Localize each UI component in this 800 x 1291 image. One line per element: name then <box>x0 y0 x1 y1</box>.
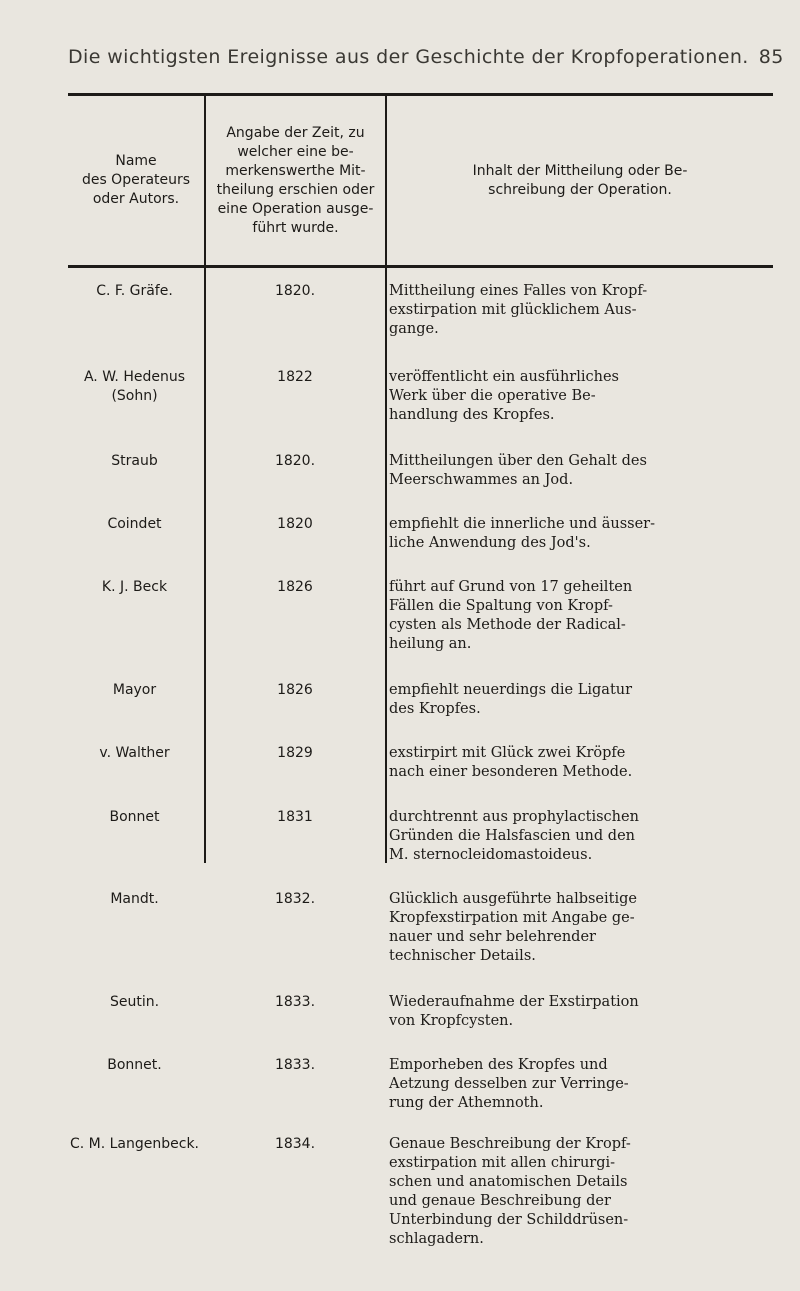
description-line: Meerschwammes an Jod. <box>389 472 574 488</box>
operator-name: C. F. Gräfe. <box>96 283 173 299</box>
description-line: exstirpation mit glücklichem Aus- <box>389 302 637 318</box>
year: 1834. <box>274 1136 316 1152</box>
description-line: exstirpirt mit Glück zwei Kröpfe <box>389 745 626 761</box>
running-header <box>68 46 784 68</box>
description-line: Unterbindung der Schilddrüsen- <box>389 1212 629 1228</box>
description-line: exstirpation mit allen chirurgi- <box>389 1155 616 1171</box>
column-header-content: Inhalt der Mittheilung oder Be- schreibung der Operation. <box>472 162 688 198</box>
operator-name: v. Walther <box>99 745 170 761</box>
operator-name: Bonnet. <box>107 1057 162 1073</box>
description-line: Aetzung desselben zur Verringe- <box>389 1076 629 1092</box>
description-line: durchtrennt aus prophylactischen <box>389 809 639 825</box>
year: 1833. <box>274 1057 316 1073</box>
operator-name: Mayor <box>112 682 157 698</box>
description-line: liche Anwendung des Jod's. <box>389 535 591 551</box>
year: 1822 <box>277 369 313 385</box>
year: 1820 <box>277 516 313 532</box>
description-line: Wiederaufnahme der Exstirpation <box>389 994 639 1010</box>
column-header-time: Angabe der Zeit, zu welcher eine be- merkenswerthe Mit- theilung erschien oder eine Operation ausge- führt wurde. <box>216 124 375 236</box>
year: 1826 <box>277 682 313 698</box>
description <box>389 890 759 966</box>
description-line: Mittheilungen über den Gehalt des <box>389 453 647 469</box>
description <box>389 368 759 425</box>
description-line: schlagadern. <box>389 1231 484 1247</box>
description-line: Glücklich ausgeführte halbseitige <box>389 891 637 907</box>
table-header-rule <box>68 265 773 268</box>
description-line: Kropfexstirpation mit Angabe ge- <box>389 910 635 926</box>
description-line: des Kropfes. <box>389 701 481 717</box>
description-line: Emporheben des Kropfes und <box>389 1057 608 1073</box>
description-line: von Kropfcysten. <box>389 1013 514 1029</box>
description-line: schen und anatomischen Details <box>389 1174 628 1190</box>
header-title: Die wichtigsten Ereignisse aus der Geschichte der Kropfoperationen. <box>68 46 749 68</box>
operator-name: C. M. Langenbeck. <box>69 1136 200 1152</box>
description-line: Mittheilung eines Falles von Kropf- <box>389 283 648 299</box>
year: 1829 <box>277 745 313 761</box>
year: 1832. <box>274 891 316 907</box>
description <box>389 1135 759 1249</box>
description-line: Werk über die operative Be- <box>389 388 596 404</box>
operator-name: K. J. Beck <box>101 579 168 595</box>
description <box>389 744 759 782</box>
operator-name: Seutin. <box>109 994 160 1010</box>
description-line: führt auf Grund von 17 geheilten <box>389 579 633 595</box>
description-line: M. sternocleidomastoideus. <box>389 847 593 863</box>
year: 1833. <box>274 994 316 1010</box>
description-line: technischer Details. <box>389 948 536 964</box>
year: 1820. <box>274 283 316 299</box>
operator-name: Coindet <box>107 516 162 532</box>
description <box>389 808 759 865</box>
description-line: empfiehlt neuerdings die Ligatur <box>389 682 633 698</box>
year: 1826 <box>277 579 313 595</box>
description <box>389 578 759 654</box>
description-line: Gründen die Halsfascien und den <box>389 828 635 844</box>
description-line: gange. <box>389 321 439 337</box>
description-line: Genaue Beschreibung der Kropf- <box>389 1136 631 1152</box>
year: 1831 <box>277 809 313 825</box>
description-line: empfiehlt die innerliche und äusser- <box>389 516 655 532</box>
page-number: 85 <box>758 46 784 68</box>
description-line: veröffentlicht ein ausführliches <box>389 369 619 385</box>
description <box>389 993 759 1031</box>
description-line: heilung an. <box>389 636 472 652</box>
column-header-name: Name des Operateurs oder Autors. <box>81 153 191 207</box>
description-line: handlung des Kropfes. <box>389 407 555 423</box>
description <box>389 1056 759 1113</box>
description <box>389 515 759 553</box>
description-line: Fällen die Spaltung von Kropf- <box>389 598 613 614</box>
operator-name: Bonnet <box>109 809 160 825</box>
description <box>389 681 759 719</box>
description-line: nauer und sehr belehrender <box>389 929 596 945</box>
description-line: und genaue Beschreibung der <box>389 1193 611 1209</box>
description-line: nach einer besonderen Methode. <box>389 764 633 780</box>
description-line: cysten als Methode der Radical- <box>389 617 626 633</box>
description-line: rung der Athemnoth. <box>389 1095 544 1111</box>
description <box>389 282 759 339</box>
year: 1820. <box>274 453 316 469</box>
operator-name: Mandt. <box>110 891 159 907</box>
operator-name: Straub <box>111 453 158 469</box>
operator-name: A. W. Hedenus (Sohn) <box>83 369 186 404</box>
description <box>389 452 759 490</box>
